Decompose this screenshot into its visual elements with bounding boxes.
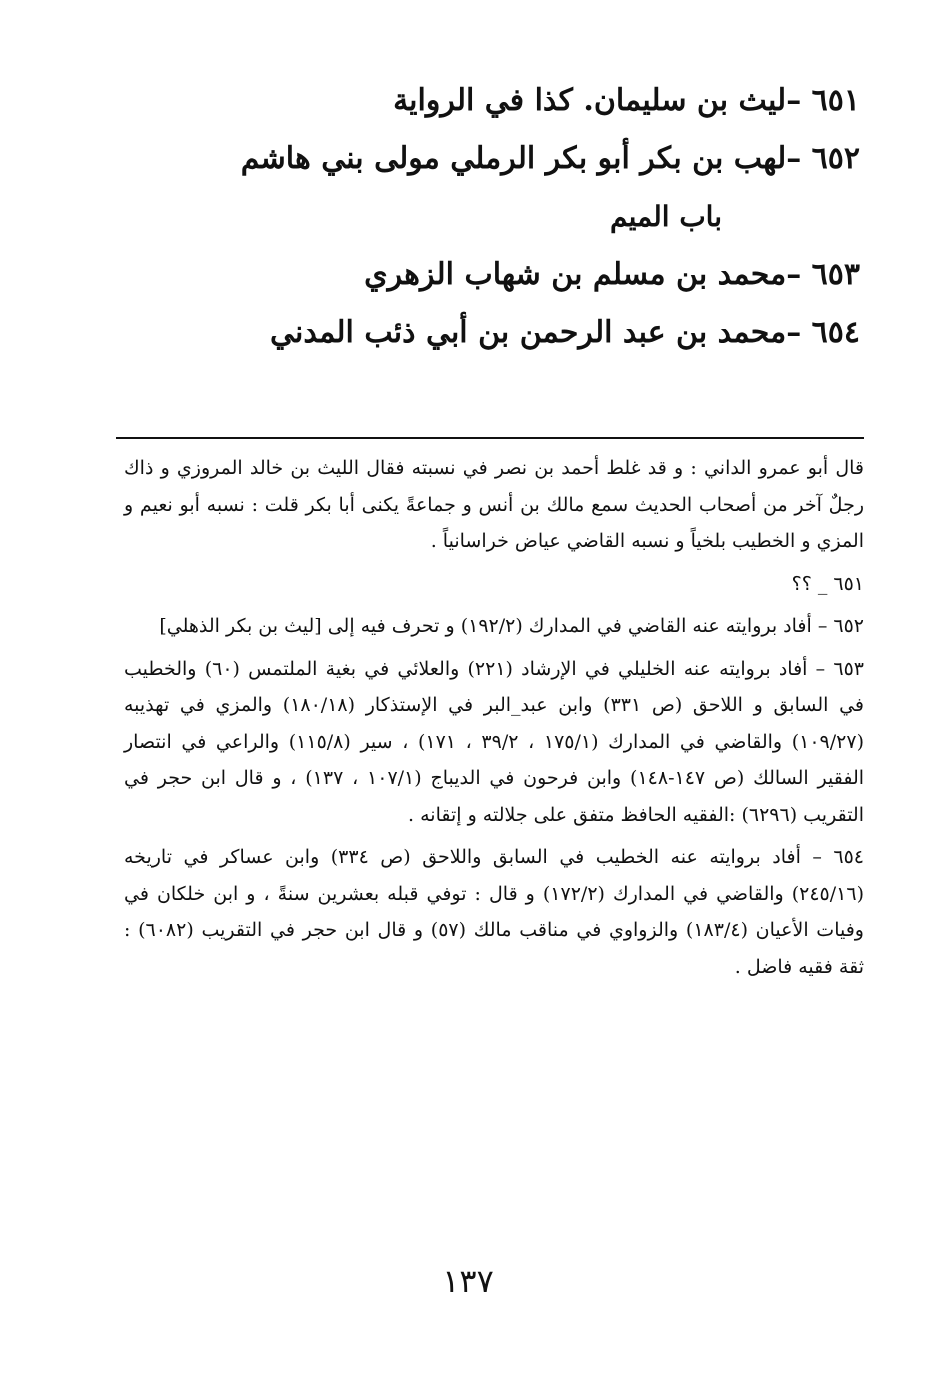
footnote-651: ٦٥١ _ ؟؟	[791, 572, 864, 595]
entry-653: ٦٥٣ –محمد بن مسلم بن شهاب الزهري	[364, 257, 860, 292]
footnote-652: ٦٥٢ – أفاد بروايته عنه القاضي في المدارك (١٩٢/٢) و تحرف فيه إلى [ليث بن بكر الذهلي]	[159, 615, 864, 637]
entry-654: ٦٥٤ –محمد بن عبد الرحمن بن أبي ذئب المدني	[269, 315, 860, 350]
footnote-intro: قال أبو عمرو الداني : و قد غلط أحمد بن نصر في نسبته فقال الليث بن خالد المروزي و ذاك رجلٌ آخر من أصحاب الحديث سمع مالك بن أنس و جماعةً يكنى أبا بكر قلت : نسبه أبو نعيم و المزي و الخطيب بلخياً و نسبه القاضي عياض خراسانياً .	[124, 457, 864, 552]
entry-list	[100, 72, 860, 362]
footnote-653: ٦٥٣ – أفاد بروايته عنه الخليلي في الإرشاد (٢٢١) والعلائي في بغية الملتمس (٦٠) والخطيب في السابق و اللاحق (ص ٣٣١) وابن عبد_البر في الإستذكار (١٨٠/١٨) والمزي في تهذيبه (١٠٩/٢٧) والقاضي في المدارك (١٧٥/١ ، ٣٩/٢ ، ١٧١) ، سير (١١٥/٨) والراعي في انتصار الفقير السالك (ص ١٤٧-١٤٨) وابن فرحون في الديباج (١٠٧/١ ، ١٣٧) ، و قال ابن حجر في التقريب (٦٢٩٦) :الفقيه الحافظ متفق على جلالته و إتقانه .	[124, 657, 865, 826]
footnote-divider	[116, 437, 864, 439]
footnotes	[124, 450, 864, 991]
footnote-654: ٦٥٤ – أفاد بروايته عنه الخطيب في السابق واللاحق (ص ٣٣٤) وابن عساكر في تاريخه (٢٤٥/١٦) والقاضي في المدارك (١٧٢/٢) و قال : توفي قبله بعشرين سنةً ، و ابن خلكان في وفيات الأعيان (١٨٣/٤) والزواوي في مناقب مالك (٥٧) و قال ابن حجر في التقريب (٦٠٨٢) : ثقة فقيه فاضل .	[124, 846, 865, 978]
entry-651: ٦٥١ –ليث بن سليمان. كذا في الرواية	[393, 83, 860, 118]
entry-652: ٦٥٢ –لهب بن بكر أبو بكر الرملي مولى بني هاشم	[240, 141, 860, 176]
section-heading: باب الميم	[609, 200, 722, 233]
page-number: ١٣٧	[442, 1262, 494, 1300]
